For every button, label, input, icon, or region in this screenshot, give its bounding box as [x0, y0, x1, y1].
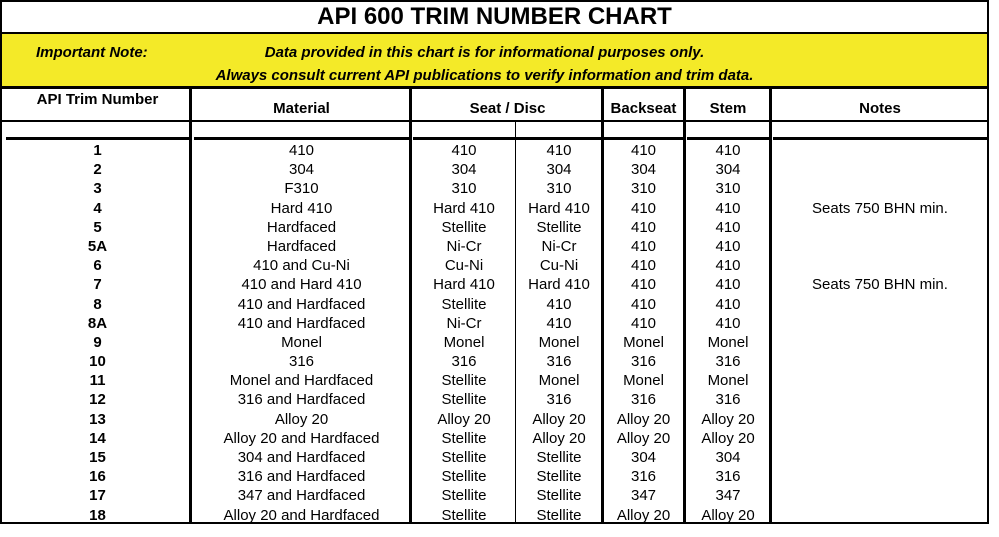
header-divider	[2, 120, 987, 122]
notes-cell	[773, 506, 987, 525]
stem-cell: Alloy 20	[701, 410, 755, 428]
material-cell: 410	[288, 142, 315, 159]
trim-number-cell: 5A	[87, 237, 108, 255]
disc-cell: 410	[546, 314, 572, 332]
disc-cell: Stellite	[536, 449, 582, 466]
trim-number-cell: 16	[89, 468, 106, 486]
trim-number-cell: 17	[89, 487, 106, 505]
stem-cell: 410	[715, 314, 741, 332]
trim-number-cell: 4	[93, 199, 102, 217]
seat-cell: 310	[451, 180, 477, 198]
section-separator	[773, 137, 987, 140]
material-cell: 347 and Hardfaced	[237, 487, 366, 505]
stem-cell: 310	[715, 180, 741, 198]
stem-cell: 410	[715, 218, 741, 236]
notes-cell	[773, 429, 987, 448]
trim-number-cell: 14	[89, 429, 106, 447]
seat-cell: Stellite	[441, 487, 487, 505]
header-material: Material	[273, 100, 330, 117]
backseat-cell: Alloy 20	[616, 506, 671, 524]
disc-cell: 304	[546, 161, 572, 179]
disc-cell: Hard 410	[528, 199, 590, 217]
trim-number-cell: 15	[89, 449, 106, 466]
seat-cell: Stellite	[441, 429, 487, 447]
seat-cell: 304	[451, 161, 477, 179]
header-notes: Notes	[859, 100, 901, 117]
material-cell: Monel and Hardfaced	[229, 372, 374, 390]
disc-cell: Stellite	[536, 506, 582, 524]
seat-cell: Stellite	[441, 372, 487, 390]
seat-cell: Hard 410	[433, 276, 495, 294]
notes-cell	[773, 333, 987, 352]
notes-cell	[773, 314, 987, 333]
stem-cell: 410	[715, 295, 741, 313]
table-row	[2, 218, 987, 237]
section-separator	[194, 137, 409, 140]
table-row	[2, 390, 987, 409]
table-row	[2, 467, 987, 486]
table-row	[2, 237, 987, 256]
table-row	[2, 141, 987, 160]
material-cell: F310	[284, 180, 319, 198]
stem-cell: Monel	[707, 333, 749, 351]
notes-cell	[773, 295, 987, 314]
notes-cell	[773, 218, 987, 237]
material-cell: Alloy 20 and Hardfaced	[223, 506, 380, 524]
backseat-cell: Monel	[623, 333, 664, 351]
notes-cell	[773, 256, 987, 275]
seat-cell: Cu-Ni	[444, 257, 484, 275]
header-backseat: Backseat	[610, 100, 677, 117]
disc-cell: Hard 410	[528, 276, 590, 294]
backseat-cell: Alloy 20	[616, 410, 671, 428]
trim-number-cell: 6	[93, 257, 102, 275]
material-cell: Alloy 20 and Hardfaced	[223, 429, 380, 447]
material-cell: 304 and Hardfaced	[237, 449, 366, 466]
notes-cell	[773, 486, 987, 505]
trim-number-cell: 11	[89, 372, 106, 390]
table-row	[2, 295, 987, 314]
section-separator	[6, 137, 189, 140]
section-separator	[413, 137, 602, 140]
seat-cell: Alloy 20	[437, 410, 491, 428]
stem-cell: 410	[715, 199, 741, 217]
material-cell: Alloy 20	[274, 410, 329, 428]
seat-cell: Monel	[443, 333, 485, 351]
backseat-cell: 410	[630, 276, 657, 294]
notes-cell	[773, 467, 987, 486]
stem-cell: Alloy 20	[701, 506, 755, 524]
table-row	[2, 160, 987, 179]
backseat-cell: 410	[630, 295, 657, 313]
backseat-cell: 410	[630, 142, 657, 159]
stem-cell: 410	[715, 142, 741, 159]
trim-number-cell: 18	[89, 506, 106, 524]
seat-cell: Stellite	[441, 218, 487, 236]
disc-cell: 410	[546, 142, 572, 159]
trim-number-cell: 7	[93, 276, 102, 294]
seat-cell: Stellite	[441, 295, 487, 313]
disc-cell: Monel	[538, 333, 580, 351]
table-row	[2, 314, 987, 333]
table-row	[2, 410, 987, 429]
trim-number-cell: 8	[93, 295, 102, 313]
stem-cell: 316	[715, 353, 741, 371]
backseat-cell: 410	[630, 218, 657, 236]
disc-cell: Ni-Cr	[541, 237, 577, 255]
stem-cell: 410	[715, 237, 741, 255]
material-cell: 410 and Hardfaced	[237, 314, 366, 332]
seat-cell: Ni-Cr	[446, 314, 482, 332]
stem-cell: 316	[715, 391, 741, 409]
stem-cell: 304	[715, 161, 741, 179]
table-row	[2, 506, 987, 525]
trim-number-cell: 3	[93, 180, 102, 198]
table-row	[2, 448, 987, 467]
table-row	[2, 256, 987, 275]
material-cell: Hardfaced	[266, 237, 337, 255]
section-separator	[604, 137, 683, 140]
trim-number-cell: 10	[89, 353, 106, 371]
stem-cell: 316	[715, 468, 741, 486]
trim-number-cell: 13	[89, 410, 106, 428]
stem-cell: 347	[715, 487, 741, 505]
disc-cell: Stellite	[536, 487, 582, 505]
backseat-cell: 316	[630, 391, 657, 409]
header-stem: Stem	[709, 100, 747, 117]
seat-cell: Stellite	[441, 391, 487, 409]
stem-cell: 410	[715, 257, 741, 275]
backseat-cell: 310	[630, 180, 657, 198]
notes-cell	[773, 179, 987, 198]
stem-cell: Monel	[707, 372, 749, 390]
disc-cell: 410	[546, 295, 572, 313]
trim-number-cell: 1	[93, 142, 102, 159]
notes-cell	[773, 237, 987, 256]
section-separator	[687, 137, 769, 140]
seat-cell: Hard 410	[433, 199, 495, 217]
material-cell: 410 and Cu-Ni	[253, 257, 350, 275]
disc-cell: 310	[546, 180, 572, 198]
header-api-trim-number: API Trim Number	[36, 91, 159, 108]
material-cell: 316 and Hardfaced	[237, 468, 366, 486]
table-row	[2, 429, 987, 448]
seat-cell: Ni-Cr	[446, 237, 482, 255]
backseat-cell: 316	[630, 353, 657, 371]
notes-cell	[773, 141, 987, 160]
notes-cell	[773, 390, 987, 409]
trim-number-cell: 8A	[87, 314, 108, 332]
header-seat-disc: Seat / Disc	[469, 100, 546, 117]
notes-cell	[773, 410, 987, 429]
disc-cell: Cu-Ni	[539, 257, 579, 275]
backseat-cell: Monel	[623, 372, 664, 390]
table-row	[2, 333, 987, 352]
seat-cell: 410	[451, 142, 477, 159]
backseat-cell: 410	[630, 199, 657, 217]
seat-cell: 316	[451, 353, 477, 371]
trim-number-cell: 2	[93, 161, 102, 179]
important-note-banner	[2, 34, 987, 89]
note-line-1: Data provided in this chart is for informational purposes only.	[264, 44, 705, 61]
table-row	[2, 199, 987, 218]
backseat-cell: 410	[630, 237, 657, 255]
notes-cell: Seats 750 BHN min.	[812, 199, 948, 217]
table-row	[2, 179, 987, 198]
trim-number-cell: 12	[89, 391, 106, 409]
material-cell: 316 and Hardfaced	[237, 391, 366, 409]
table-row	[2, 352, 987, 371]
material-cell: 304	[288, 161, 315, 179]
disc-cell: 316	[546, 353, 572, 371]
material-cell: Hard 410	[270, 199, 333, 217]
material-cell: Monel	[281, 333, 322, 351]
seat-cell: Stellite	[441, 506, 487, 524]
material-cell: 316	[288, 353, 315, 371]
stem-cell: 410	[715, 276, 741, 294]
backseat-cell: 304	[630, 449, 657, 466]
material-cell: 410 and Hard 410	[241, 276, 362, 294]
stem-cell: Alloy 20	[701, 429, 755, 447]
chart-title: API 600 TRIM NUMBER CHART	[2, 2, 987, 34]
note-label: Important Note:	[36, 44, 148, 61]
backseat-cell: 316	[630, 468, 657, 486]
backseat-cell: 410	[630, 257, 657, 275]
trim-number-cell: 9	[93, 333, 102, 351]
backseat-cell: 410	[630, 314, 657, 332]
notes-cell	[773, 371, 987, 390]
material-cell: 410 and Hardfaced	[237, 295, 366, 313]
table-row	[2, 371, 987, 390]
seat-cell: Stellite	[441, 468, 487, 486]
disc-cell: Stellite	[536, 468, 582, 486]
table-row	[2, 275, 987, 294]
seat-cell: Stellite	[441, 449, 487, 466]
notes-cell	[773, 352, 987, 371]
notes-cell	[773, 160, 987, 179]
disc-cell: 316	[546, 391, 572, 409]
trim-number-cell: 5	[93, 218, 102, 236]
trim-table-body	[2, 141, 987, 525]
note-line-2: Always consult current API publications to verify information and trim data.	[215, 67, 754, 84]
disc-cell: Alloy 20	[532, 410, 586, 428]
disc-cell: Alloy 20	[532, 429, 586, 447]
disc-cell: Monel	[538, 372, 580, 390]
notes-cell	[773, 448, 987, 467]
table-row	[2, 486, 987, 505]
notes-cell: Seats 750 BHN min.	[812, 276, 948, 294]
backseat-cell: 304	[630, 161, 657, 179]
backseat-cell: 347	[630, 487, 657, 505]
backseat-cell: Alloy 20	[616, 429, 671, 447]
stem-cell: 304	[715, 449, 741, 466]
material-cell: Hardfaced	[266, 218, 337, 236]
disc-cell: Stellite	[536, 218, 582, 236]
